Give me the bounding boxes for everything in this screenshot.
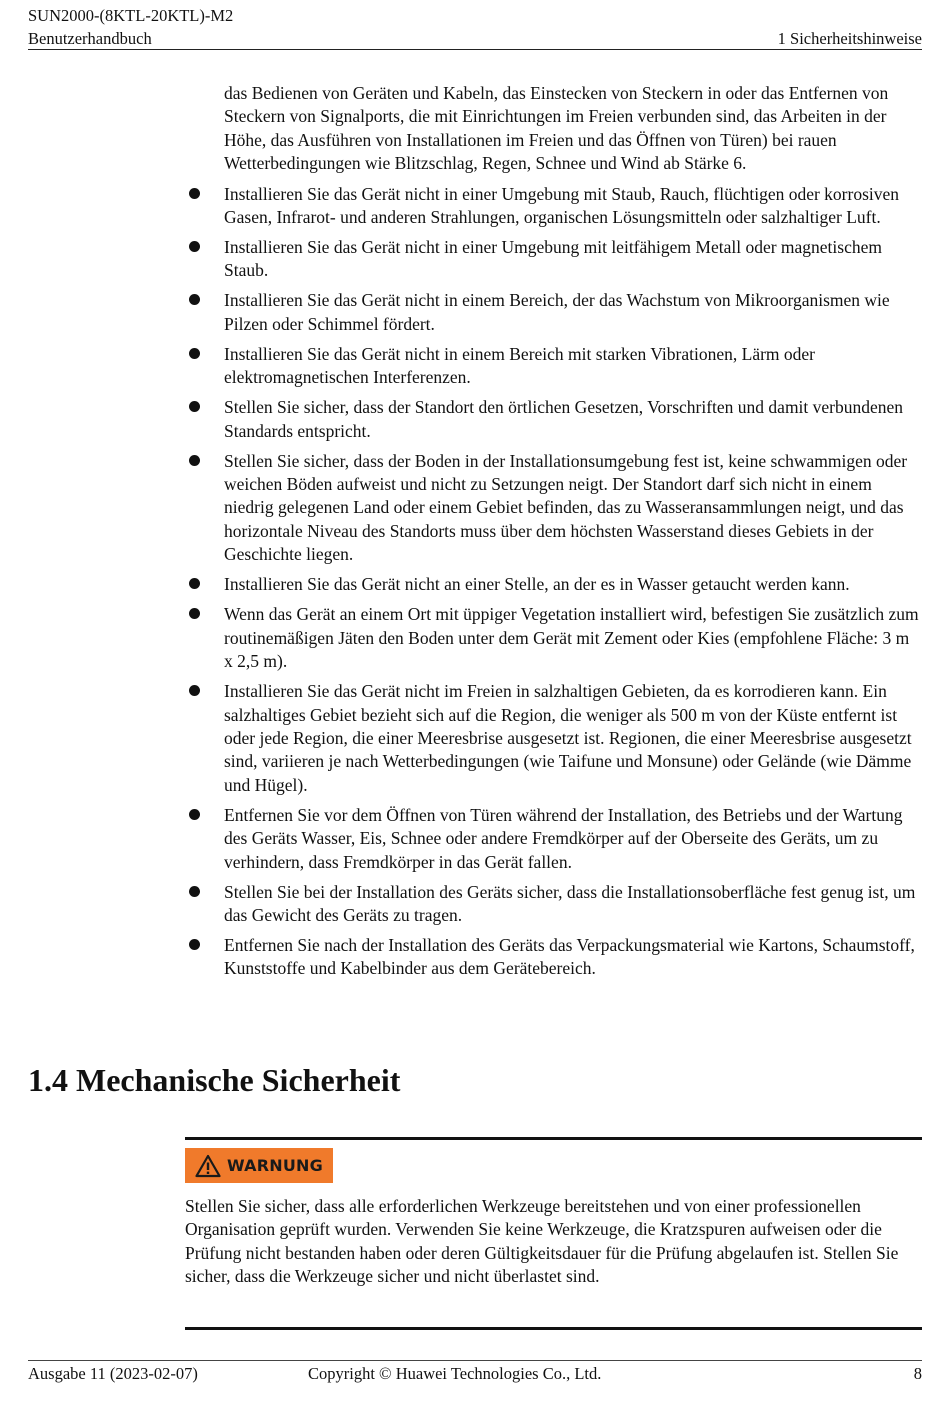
- list-item-text: Stellen Sie sicher, dass der Standort den örtlichen Gesetzen, Vorschriften und damit verbundenen Standards entspricht.: [224, 397, 904, 441]
- list-item: [224, 343, 922, 390]
- main-content: [224, 82, 922, 987]
- list-item: [224, 450, 922, 567]
- bullet-dot-icon: [189, 348, 200, 359]
- header-divider: [28, 49, 922, 50]
- bullet-dot-icon: [189, 455, 200, 466]
- bullet-dot-icon: [189, 685, 200, 696]
- warning-triangle-icon: [195, 1154, 221, 1178]
- list-item-text: Installieren Sie das Gerät nicht an einer Stelle, an der es in Wasser getaucht werden kann.: [224, 574, 850, 595]
- header-product: SUN2000-(8KTL-20KTL)-M2: [28, 6, 234, 25]
- warning-badge: [185, 1148, 333, 1183]
- list-item: [224, 236, 922, 283]
- warning-text: Stellen Sie sicher, dass alle erforderlichen Werkzeuge bereitstehen und von einer professionellen Organisation geprüft wurden. Verwenden Sie keine Werkzeuge, die Kratzspuren aufweisen oder die Prüfung nicht bestanden haben oder deren Gültigkeitsdauer für die Prüfung abgelaufen ist. Stellen Sie sicher, dass die Werkzeuge sicher und nicht überlastet sind.: [185, 1196, 899, 1287]
- header-chapter: 1 Sicherheitshinweise: [777, 29, 922, 48]
- section-title: 1.4 Mechanische Sicherheit: [28, 1062, 401, 1098]
- warning-top-rule: [185, 1137, 922, 1140]
- list-item: [224, 289, 922, 336]
- bullet-dot-icon: [189, 294, 200, 305]
- lead-paragraph: das Bedienen von Geräten und Kabeln, das Einstecken von Steckern in oder das Entfernen von Steckern von Signalports, die mit Einrichtungen im Freien verbunden sind, das Arbeiten in der Höhe, das Ausführen von Installationen im Freien und das Öffnen von Türen) bei rauen Wetterbedingungen wie Blitzschlag, Regen, Schnee und Wind ab Stärke 6.: [224, 83, 889, 174]
- bullet-list: [224, 183, 922, 981]
- list-item: [224, 396, 922, 443]
- bullet-dot-icon: [189, 578, 200, 589]
- list-item-text: Installieren Sie das Gerät nicht in einer Umgebung mit leitfähigem Metall oder magnetischem Staub.: [224, 237, 882, 281]
- list-item-text: Installieren Sie das Gerät nicht in einem Bereich mit starken Vibrationen, Lärm oder elektromagnetischen Interferenzen.: [224, 343, 816, 388]
- list-item-text: Wenn das Gerät an einem Ort mit üppiger Vegetation installiert wird, befestigen Sie zusätzlich zum routinemäßigen Jäten den Boden unter dem Gerät mit Zement oder Kies (empfohlene Fläche: 3 m x 2,5 m).: [224, 604, 919, 672]
- list-item: [224, 680, 922, 797]
- bullet-dot-icon: [189, 608, 200, 619]
- page-header: [28, 4, 922, 50]
- bullet-dot-icon: [189, 401, 200, 412]
- bullet-dot-icon: [189, 809, 200, 820]
- list-item-text: Entfernen Sie nach der Installation des Geräts das Verpackungsmaterial wie Kartons, Schaumstoff, Kunststoffe und Kabelbinder aus dem Gerätebereich.: [224, 934, 915, 979]
- bullet-dot-icon: [189, 886, 200, 897]
- list-item-text: Installieren Sie das Gerät nicht in einem Bereich, der das Wachstum von Mikroorganismen wie Pilzen oder Schimmel fördert.: [224, 290, 890, 334]
- bullet-dot-icon: [189, 188, 200, 199]
- footer-divider: [28, 1360, 922, 1361]
- list-item: [224, 603, 922, 673]
- bullet-dot-icon: [189, 241, 200, 252]
- warning-label: WARNUNG: [227, 1156, 323, 1175]
- header-manual: Benutzerhandbuch: [28, 29, 152, 48]
- list-item-text: Installieren Sie das Gerät nicht in einer Umgebung mit Staub, Rauch, flüchtigen oder korrosiven Gasen, Infrarot- und anderen Strahlungen, organischen Lösungsmitteln oder salzhaltiger Luft.: [224, 183, 900, 228]
- list-item-text: Stellen Sie sicher, dass der Boden in der Installationsumgebung fest ist, keine schwammigen oder weichen Böden aufweist und nicht zu Setzungen neigt. Der Standort darf sich nicht in einem niedrig gelegenen Land oder einem Gebiet befinden, das zu Wasseransammlungen neigt, und das horizontale Niveau des Standorts muss über dem höchsten Wasserstand dieses Gebiets in der Geschichte liegen.: [224, 450, 908, 565]
- list-item: [224, 804, 922, 874]
- bullet-dot-icon: [189, 939, 200, 950]
- list-item-text: Stellen Sie bei der Installation des Geräts sicher, dass die Installationsoberfläche fest genug ist, um das Gewicht des Geräts zu tragen.: [224, 881, 916, 925]
- list-item: [224, 573, 922, 596]
- list-item: [224, 881, 922, 928]
- list-item: [224, 934, 922, 981]
- footer-issue: Ausgabe 11 (2023-02-07): [28, 1364, 198, 1383]
- list-item-text: Installieren Sie das Gerät nicht im Freien in salzhaltigen Gebieten, da es korrodieren kann. Ein salzhaltiges Gebiet bezieht sich auf die Region, die weniger als 500 m von der Küste entfernt ist oder jede Region, die einer Meeresbrise ausgesetzt ist. Regionen, die einer Meeresbrise ausgesetzt sind, variieren je nach Wetterbedingungen (wie Taifune und Monsune) oder Gelände (wie Dämme und Hügel).: [224, 681, 912, 795]
- footer-copyright: Copyright © Huawei Technologies Co., Ltd.: [308, 1364, 602, 1383]
- list-item: [224, 183, 922, 230]
- footer-page-number: 8: [913, 1364, 922, 1383]
- list-item-text: Entfernen Sie vor dem Öffnen von Türen während der Installation, des Betriebs und der Wartung des Geräts Wasser, Eis, Schnee oder andere Fremdkörper auf der Oberseite des Geräts, um zu verhindern, dass Fremdkörper in das Gerät fallen.: [224, 804, 903, 872]
- warning-bottom-rule: [185, 1327, 922, 1330]
